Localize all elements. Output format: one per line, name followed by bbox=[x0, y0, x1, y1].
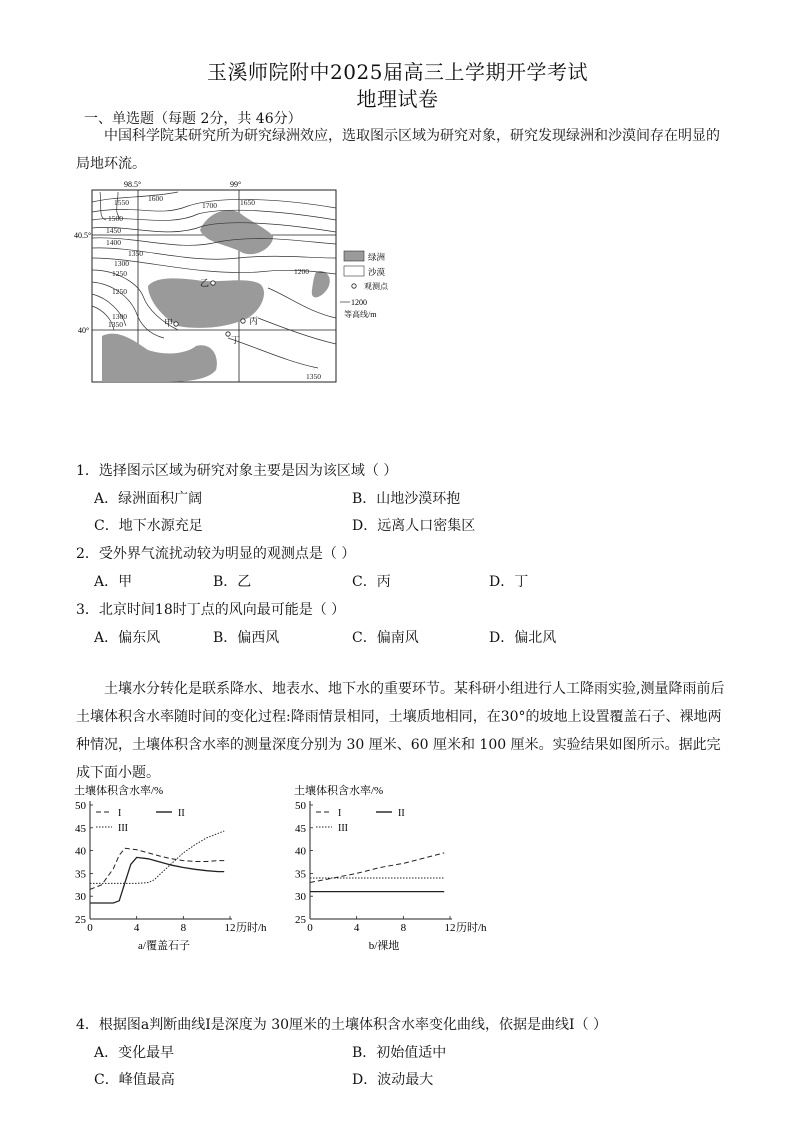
x-tick-label: 4 bbox=[353, 922, 360, 934]
contour-label: 1300 bbox=[114, 259, 129, 268]
legend-desert-swatch bbox=[344, 266, 364, 276]
station-bing-marker bbox=[241, 319, 245, 323]
exam-title: 玉溪师院附中2025届高三上学期开学考试 bbox=[207, 60, 588, 84]
series-line-iii bbox=[90, 831, 224, 883]
station-ding-label: 丁 bbox=[231, 335, 241, 345]
q3-option-d: D．偏北风 bbox=[489, 630, 557, 646]
q3-option-c: C．偏南风 bbox=[352, 630, 419, 646]
q4-option-b: B．初始值适中 bbox=[352, 1045, 447, 1061]
series-line-ii bbox=[90, 857, 224, 903]
x-tick-label: 0 bbox=[307, 922, 313, 934]
exam-subtitle: 地理试卷 bbox=[356, 87, 439, 111]
contour-map bbox=[74, 178, 508, 393]
x-tick-label: 12 bbox=[444, 922, 456, 934]
contour-label: 1200 bbox=[294, 267, 309, 276]
x-tick-label: 0 bbox=[87, 922, 93, 934]
chart-caption: a/覆盖石子 bbox=[138, 940, 190, 952]
chart-caption: b/裸地 bbox=[368, 940, 400, 952]
contour-label: 1600 bbox=[148, 194, 163, 203]
q2-option-c: C．丙 bbox=[352, 574, 391, 590]
y-tick-label: 35 bbox=[295, 868, 306, 881]
contour-label: 1650 bbox=[240, 198, 255, 207]
series-line-i bbox=[90, 848, 224, 889]
question-1-stem: 1．选择图示区域为研究对象主要是因为该区域（ ） bbox=[76, 463, 398, 479]
contour-label: 1350 bbox=[108, 320, 123, 329]
y-tick-label: 40 bbox=[295, 845, 306, 858]
contour-label: 1250 bbox=[112, 287, 127, 296]
q2-option-a: A．甲 bbox=[94, 574, 133, 590]
station-jia-marker bbox=[174, 322, 178, 326]
y-tick-label: 40 bbox=[75, 845, 86, 858]
lat-label-40-5: 40.5° bbox=[74, 231, 92, 240]
legend-label-ii: II bbox=[398, 808, 405, 819]
contour-label: 1400 bbox=[106, 238, 121, 247]
legend-station-label: 观测点 bbox=[364, 282, 388, 291]
station-bing-label: 丙 bbox=[249, 316, 259, 326]
question-2-stem: 2．受外界气流扰动较为明显的观测点是（ ） bbox=[76, 546, 356, 562]
q1-option-a: A．绿洲面积广阔 bbox=[94, 491, 203, 507]
legend-contour-value: 1200 bbox=[351, 298, 367, 307]
lon-label-98-5: 98.5° bbox=[124, 180, 142, 189]
y-tick-label: 35 bbox=[75, 868, 86, 881]
y-axis-label: 土壤体积含水率/% bbox=[294, 785, 384, 797]
y-tick-label: 45 bbox=[295, 822, 306, 835]
contour-label: 1550 bbox=[114, 198, 129, 207]
y-tick-label: 25 bbox=[295, 914, 306, 926]
oasis-south bbox=[102, 334, 217, 382]
contour-label: 1500 bbox=[108, 214, 123, 223]
contour-label: 1700 bbox=[202, 201, 217, 210]
legend-desert-label: 沙漠 bbox=[368, 267, 386, 277]
y-tick-label: 30 bbox=[295, 891, 306, 904]
legend-label-iii: III bbox=[338, 823, 348, 834]
lat-label-40: 40° bbox=[78, 326, 90, 335]
legend-contour-label: 等高线/m bbox=[344, 310, 377, 319]
q4-option-a: A．变化最早 bbox=[94, 1045, 175, 1061]
q4-option-c: C．峰值最高 bbox=[94, 1072, 175, 1088]
y-tick-label: 45 bbox=[75, 822, 86, 835]
y-tick-label: 30 bbox=[75, 891, 86, 904]
oasis-east bbox=[312, 271, 330, 297]
section-heading: 一、单选题（每题 2分，共 46分） bbox=[84, 111, 302, 127]
question-4-stem: 4．根据图a判断曲线Ⅰ是深度为 30厘米的土壤体积含水率变化曲线，依据是曲线Ⅰ（ ） bbox=[76, 1017, 608, 1033]
lon-label-99: 99° bbox=[230, 180, 242, 189]
legend-label-ii: II bbox=[178, 808, 185, 819]
legend-label-i: I bbox=[338, 808, 342, 819]
station-yi-marker bbox=[211, 281, 215, 285]
x-tick-label: 8 bbox=[400, 922, 407, 934]
contour-label: 1350 bbox=[128, 249, 143, 258]
passage-oasis: 中国科学院某研究所为研究绿洲效应，选取图示区域为研究对象，研究发现绿洲和沙漠间存在明显的局地环流。 bbox=[76, 128, 720, 172]
contour-label: 1300 bbox=[112, 312, 127, 321]
y-tick-label: 50 bbox=[295, 800, 306, 812]
legend-label-i: I bbox=[118, 808, 122, 819]
station-yi-label: 乙 bbox=[200, 278, 210, 288]
legend-oasis-label: 绿洲 bbox=[368, 252, 386, 262]
y-tick-label: 25 bbox=[75, 914, 86, 926]
q3-option-b: B．偏西风 bbox=[213, 630, 280, 646]
passage-soil: 土壤水分转化是联系降水、地表水、地下水的重要环节。某科研小组进行人工降雨实验,测量降雨前后土壤体积含水率随时间的变化过程:降雨情景相同，土壤质地相同，在30°的坡地上设置覆盖石子、裸地两种情况，土壤体积含水率的测量深度分别为 30 厘米、60 厘米和 100 厘米。实验结果如图所示。据此完成下面小题。 bbox=[76, 681, 725, 781]
oasis-north bbox=[200, 210, 273, 254]
soil-moisture-charts bbox=[70, 780, 490, 955]
contour-label: 1450 bbox=[106, 226, 121, 235]
x-axis-label: 历时/h bbox=[236, 922, 267, 934]
x-tick-label: 8 bbox=[180, 922, 187, 934]
x-tick-label: 12 bbox=[224, 922, 236, 934]
q1-option-b: B．山地沙漠环抱 bbox=[352, 491, 461, 507]
q4-option-d: D．波动最大 bbox=[352, 1072, 434, 1088]
question-3-stem: 3．北京时间18时丁点的风向最可能是（ ） bbox=[76, 602, 346, 618]
y-tick-label: 50 bbox=[75, 800, 86, 812]
q2-option-d: D．丁 bbox=[489, 574, 529, 590]
contour-label: 1250 bbox=[112, 269, 127, 278]
q2-option-b: B．乙 bbox=[213, 574, 252, 590]
y-axis-label: 土壤体积含水率/% bbox=[74, 785, 164, 797]
legend-oasis-swatch bbox=[344, 251, 364, 261]
contour-label: 1350 bbox=[306, 372, 321, 381]
q3-option-a: A．偏东风 bbox=[94, 630, 161, 646]
q1-option-d: D．远离人口密集区 bbox=[352, 518, 476, 534]
legend-station-marker bbox=[352, 284, 356, 288]
q1-option-c: C．地下水源充足 bbox=[94, 518, 203, 534]
station-ding-marker bbox=[226, 332, 230, 336]
legend-label-iii: III bbox=[118, 823, 128, 834]
x-axis-label: 历时/h bbox=[456, 922, 487, 934]
station-jia-label: 甲 bbox=[164, 318, 174, 328]
x-tick-label: 4 bbox=[133, 922, 140, 934]
